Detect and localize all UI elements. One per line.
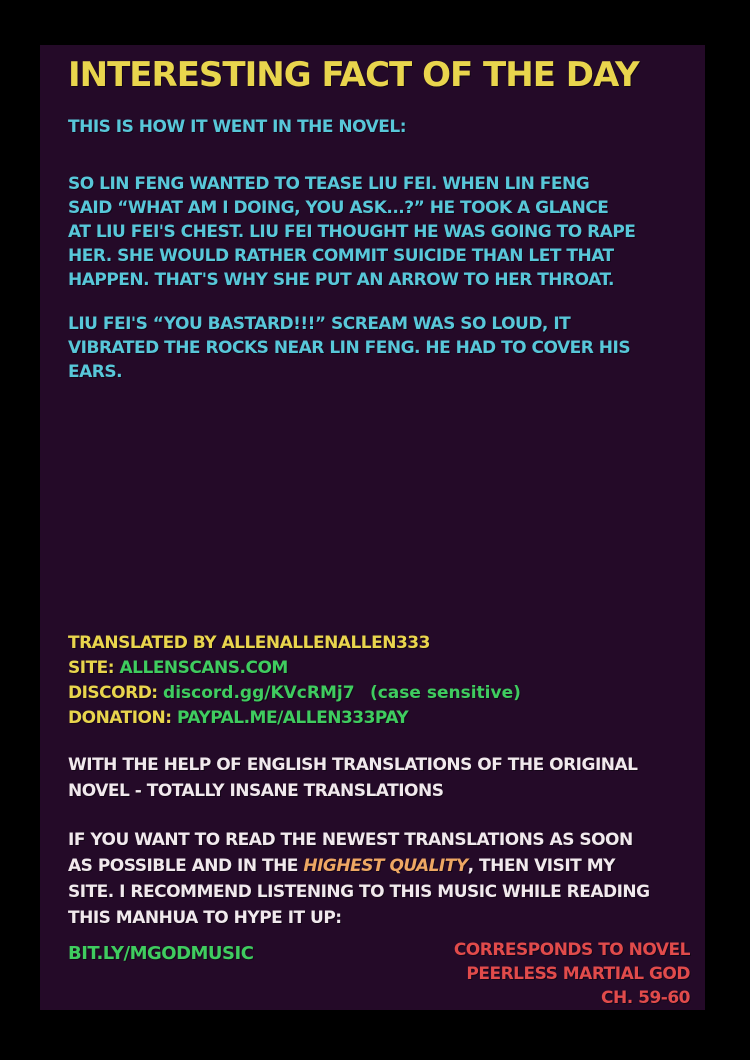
- donation-label: DONATION:: [68, 708, 172, 728]
- credits-page: [40, 45, 705, 1010]
- text-line: LIU FEI'S “YOU BASTARD!!!” SCREAM WAS SO LOUD, IT: [68, 314, 571, 334]
- text-line: THIS MANHUA TO HYPE IT UP:: [68, 908, 342, 928]
- promo-line2-pre: AS POSSIBLE AND IN THE: [68, 856, 304, 876]
- text-line: VIBRATED THE ROCKS NEAR LIN FENG. HE HAD TO COVER HIS: [68, 338, 631, 358]
- text-line-highlighted: [68, 853, 690, 879]
- text-line: WITH THE HELP OF ENGLISH TRANSLATIONS OF THE ORIGINAL: [68, 755, 638, 775]
- music-link: BIT.LY/MGODMUSIC: [68, 943, 254, 964]
- text-line: HER. SHE WOULD RATHER COMMIT SUICIDE THAN LET THAT: [68, 246, 614, 266]
- text-line: HAPPEN. THAT'S WHY SHE PUT AN ARROW TO HER THROAT.: [68, 270, 614, 290]
- promo-paragraph: [68, 827, 690, 931]
- text-line: SAID “WHAT AM I DOING, YOU ASK...?” HE TOOK A GLANCE: [68, 198, 609, 218]
- novel-reference: [454, 938, 690, 1010]
- site-line: [68, 656, 690, 681]
- promo-line2-post: , THEN VISIT MY: [467, 856, 615, 876]
- site-label: SITE:: [68, 658, 115, 678]
- fact-paragraph-1: [68, 172, 690, 292]
- text-line: AT LIU FEI'S CHEST. LIU FEI THOUGHT HE WAS GOING TO RAPE: [68, 222, 636, 242]
- credits-block: [68, 631, 690, 731]
- text-line: SO LIN FENG WANTED TO TEASE LIU FEI. WHEN LIN FENG: [68, 174, 590, 194]
- text-line: PEERLESS MARTIAL GOD: [466, 964, 690, 984]
- highest-quality-highlight: HIGHEST QUALITY: [303, 856, 468, 876]
- site-link: ALLENSCANS.COM: [119, 658, 288, 678]
- discord-line: [68, 681, 690, 706]
- donation-line: [68, 706, 690, 731]
- fact-paragraph-2: [68, 312, 690, 384]
- page-title: INTERESTING FACT OF THE DAY: [68, 55, 639, 95]
- text-line: SITE. I RECOMMEND LISTENING TO THIS MUSIC WHILE READING: [68, 882, 650, 902]
- discord-invite-link: discord.gg/KVcRMj7: [163, 683, 355, 703]
- text-line: CORRESPONDS TO NOVEL: [453, 940, 690, 960]
- intro-line: THIS IS HOW IT WENT IN THE NOVEL:: [68, 117, 407, 137]
- discord-label: DISCORD:: [68, 683, 158, 703]
- donation-link: PAYPAL.ME/ALLEN333PAY: [176, 708, 409, 728]
- discord-case-note: (case sensitive): [369, 683, 521, 703]
- text-line: EARS.: [68, 362, 123, 382]
- translated-by-line: TRANSLATED BY ALLENALLENALLEN333: [68, 633, 430, 653]
- text-line: CH. 59-60: [601, 988, 690, 1008]
- help-paragraph: [68, 752, 690, 804]
- text-line: IF YOU WANT TO READ THE NEWEST TRANSLATIONS AS SOON: [68, 830, 633, 850]
- text-line: NOVEL - TOTALLY INSANE TRANSLATIONS: [68, 781, 444, 801]
